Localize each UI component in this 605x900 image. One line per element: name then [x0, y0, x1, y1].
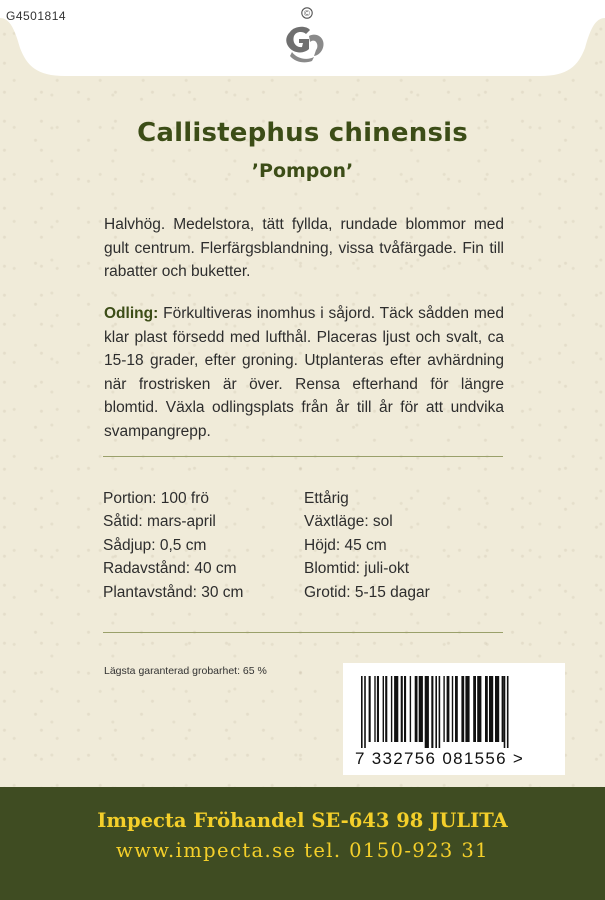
fact-lifecycle: Ettårig — [304, 490, 349, 507]
fact-portion: Portion: 100 frö — [103, 490, 209, 507]
cultivation-label: Odling: — [104, 305, 159, 322]
barcode-digits: 7 332756 081556 > — [355, 749, 525, 768]
fact-height: Höjd: 45 cm — [304, 536, 387, 554]
barcode-bar — [489, 676, 493, 742]
barcode-bar — [461, 676, 464, 742]
barcode-bar — [419, 676, 423, 742]
barcode-bar — [495, 676, 499, 742]
facts-left-column — [103, 487, 293, 604]
barcode-bar — [443, 676, 444, 742]
footer-band — [0, 787, 605, 900]
barcode-bar — [485, 676, 488, 742]
barcode-bar — [410, 676, 411, 742]
barcode-bar — [504, 676, 506, 748]
germination-guarantee: Lägsta garanterad grobarhet: 65 % — [104, 665, 267, 677]
barcode-bar — [431, 676, 433, 748]
barcode-bar — [425, 676, 429, 748]
cultivation-text — [104, 302, 504, 443]
barcode-bar — [502, 676, 504, 742]
copyright-mark: © — [304, 9, 310, 18]
barcode-bar — [439, 676, 441, 748]
barcode-bar — [364, 676, 366, 748]
barcode — [359, 676, 549, 748]
impecta-logo-icon — [276, 6, 328, 64]
barcode-bar — [473, 676, 476, 742]
barcode-bar — [391, 676, 392, 742]
barcode-bar — [507, 676, 509, 748]
cultivar-name: ’Pompon’ — [251, 160, 354, 182]
fact-sowing-time: Såtid: mars-april — [103, 513, 216, 531]
barcode-bar — [383, 676, 384, 742]
barcode-bar — [415, 676, 418, 742]
barcode-bar — [374, 676, 375, 742]
divider-bottom — [103, 632, 503, 633]
article-number: G4501814 — [6, 9, 67, 23]
barcode-bar — [401, 676, 403, 742]
company-address: Impecta Fröhandel SE-643 98 JULITA — [97, 809, 508, 832]
barcode-bar — [394, 676, 398, 742]
barcode-bar — [452, 676, 453, 742]
divider-top — [103, 456, 503, 457]
barcode-bar — [435, 676, 437, 748]
cultivation-body: Förkultiveras inomhus i såjord. Täck sådden med klar plast försedd med lufthål. Placeras ljust och svalt, ca 15-18 grader, efter groning. Utplanteras efter avhärdning när frostrisken är över. Rensa efterhand för längre blomtid. Växla odlingsplats från år till år för att undvika svampangrepp. — [104, 305, 504, 440]
fact-sowing-depth: Sådjup: 0,5 cm — [103, 536, 207, 554]
barcode-bar — [369, 676, 371, 742]
barcode-bar — [465, 676, 469, 742]
barcode-bar — [477, 676, 481, 742]
facts-right-column — [304, 487, 504, 604]
species-title: Callistephus chinensis — [137, 118, 468, 148]
fact-flowering-time: Blomtid: juli-okt — [304, 560, 410, 578]
fact-germination-time: Grotid: 5-15 dagar — [304, 583, 430, 601]
barcode-bar — [404, 676, 406, 742]
fact-position: Växtläge: sol — [304, 513, 393, 531]
barcode-panel — [343, 663, 565, 775]
fact-plant-spacing: Plantavstånd: 30 cm — [103, 583, 244, 601]
fact-row-spacing: Radavstånd: 40 cm — [103, 560, 237, 578]
barcode-bar — [377, 676, 379, 742]
barcode-bar — [385, 676, 387, 742]
company-contact: www.impecta.se tel. 0150-923 31 — [116, 839, 489, 862]
description-text: Halvhög. Medelstora, tätt fyllda, rundade blommor med gult centrum. Flerfärgsblandning, vissa tvåfärgade. Fin till rabatter och buketter. — [104, 216, 504, 280]
barcode-bar — [361, 676, 363, 748]
barcode-bar — [455, 676, 458, 742]
barcode-bar — [447, 676, 450, 742]
